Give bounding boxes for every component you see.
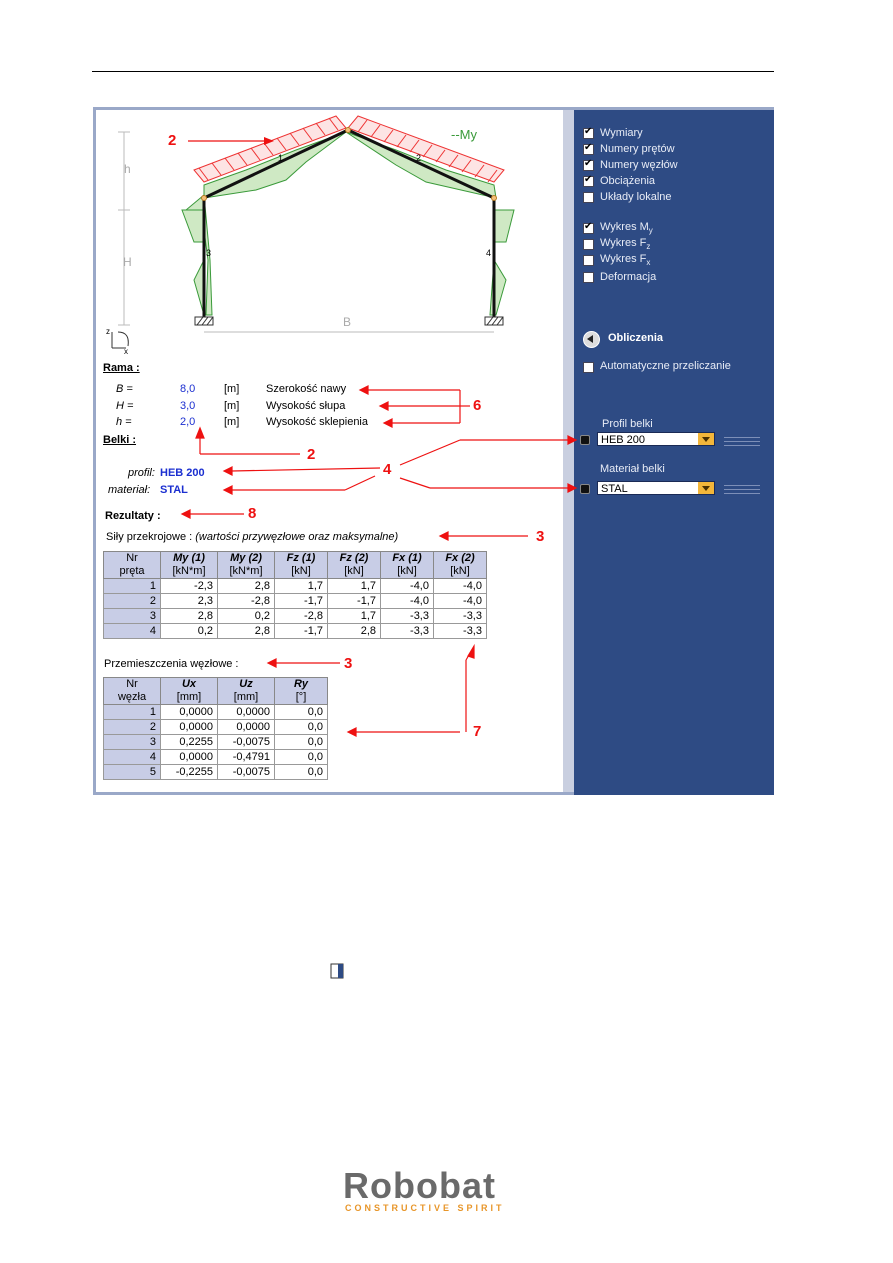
rama-symbol: B = [116, 383, 133, 395]
cell: -3,3 [381, 624, 434, 639]
axis-z-label: z [106, 327, 110, 336]
forces-header: Fx (1) [kN] [381, 552, 434, 579]
row-number: 3 [104, 735, 161, 750]
divider [724, 485, 760, 486]
cell: -3,3 [434, 609, 487, 624]
row-number: 4 [104, 750, 161, 765]
chart-option-label: Wykres $F_x$ [600, 253, 651, 268]
option-label: Numery węzłów [600, 159, 678, 171]
cell: 2,3 [161, 594, 218, 609]
cell: -4,0 [381, 594, 434, 609]
cell: 1,7 [328, 609, 381, 624]
rama-value-h[interactable]: 2,0 [180, 416, 196, 428]
callout-7: 7 [473, 723, 482, 740]
cell: -0,4791 [218, 750, 275, 765]
profil-value: HEB 200 [160, 467, 205, 479]
disp-title: Przemieszczenia węzłowe : [104, 658, 239, 670]
option-label: Układy lokalne [600, 191, 672, 203]
cell: 0,2 [218, 609, 275, 624]
checkbox-wykres-fx[interactable] [583, 255, 594, 266]
cell: 0,0 [275, 705, 328, 720]
checkbox-obciazenia[interactable] [583, 176, 594, 187]
callout-8: 8 [248, 505, 257, 522]
cell: 0,0000 [161, 720, 218, 735]
row-number: 5 [104, 765, 161, 780]
cell: -3,3 [381, 609, 434, 624]
divider [724, 489, 760, 490]
material-select[interactable] [597, 481, 715, 495]
forces-header: My (1) [kN*m] [161, 552, 218, 579]
material-bullet-icon [580, 484, 590, 494]
material-select-value: STAL [601, 483, 628, 495]
cell: 0,2 [161, 624, 218, 639]
forces-header: Fx (2) [kN] [434, 552, 487, 579]
cell: 1,7 [275, 579, 328, 594]
node-label: 1 [278, 153, 284, 163]
row-number: 3 [104, 609, 161, 624]
belki-heading: Belki : [103, 434, 137, 446]
cell: 0,0000 [161, 750, 218, 765]
disp-header: Ry [°] [275, 678, 328, 705]
cell: 0,0 [275, 750, 328, 765]
chart-option-label: Wykres $M_y$ [600, 221, 653, 236]
chart-option-label: Wykres $F_z$ [600, 237, 651, 252]
disp-header: Uz [mm] [218, 678, 275, 705]
row-number: 1 [104, 705, 161, 720]
rama-desc: Wysokość sklepienia [266, 416, 368, 428]
cell: 0,0000 [161, 705, 218, 720]
cell: 0,0000 [218, 705, 275, 720]
node-label: 2 [416, 153, 422, 163]
rama-symbol: H = [116, 400, 134, 412]
option-label: Numery prętów [600, 143, 675, 155]
row-number: 1 [104, 579, 161, 594]
node-label: 3 [206, 248, 212, 258]
callout-2-bottom: 2 [307, 446, 316, 463]
checkbox-uklady-lokalne[interactable] [583, 192, 594, 203]
cell: -4,0 [434, 579, 487, 594]
cell: -0,0075 [218, 735, 275, 750]
cell: 0,0 [275, 765, 328, 780]
divider [724, 437, 760, 438]
divider [724, 441, 760, 442]
option-label: Obciążenia [600, 175, 656, 187]
rama-unit: [m] [224, 416, 240, 428]
profil-label: profil: [128, 467, 155, 479]
cell: -2,3 [161, 579, 218, 594]
cell: 2,8 [218, 624, 275, 639]
chart-option-label: Deformacja [600, 271, 657, 283]
cell: 2,8 [161, 609, 218, 624]
cell: -0,2255 [161, 765, 218, 780]
checkbox-numery-wezlow[interactable] [583, 160, 594, 171]
material-dd-label: Materiał belki [600, 463, 665, 475]
cell: -1,7 [275, 624, 328, 639]
calc-button[interactable] [583, 331, 600, 348]
cell: -1,7 [328, 594, 381, 609]
logo-tagline: CONSTRUCTIVE SPIRIT [345, 1203, 505, 1213]
cell: 2,8 [328, 624, 381, 639]
axis-x-label: x [124, 347, 128, 356]
profile-select-value: HEB 200 [601, 434, 646, 446]
forces-title-text: Siły przekrojowe : [106, 531, 193, 543]
callout-4: 4 [383, 461, 392, 478]
callout-3-bottom: 3 [344, 655, 353, 672]
rama-value-H[interactable]: 3,0 [180, 400, 196, 412]
forces-header: Fz (2) [kN] [328, 552, 381, 579]
dim-H-label: H [123, 255, 132, 269]
rama-unit: [m] [224, 383, 240, 395]
profile-label: Profil belki [602, 418, 653, 430]
forces-header: Fz (1) [kN] [275, 552, 328, 579]
divider [724, 445, 760, 446]
material-label: materiał: [108, 484, 151, 496]
node-label: 4 [486, 248, 492, 258]
profile-bullet-icon [580, 435, 590, 445]
forces-note: (wartości przywęzłowe oraz maksymalne) [195, 531, 399, 543]
checkbox-deformacja[interactable] [583, 272, 594, 283]
cell: -3,3 [434, 624, 487, 639]
cell: -0,0075 [218, 765, 275, 780]
rama-value-B[interactable]: 8,0 [180, 383, 196, 395]
calc-label: Obliczenia [608, 332, 664, 344]
profile-select[interactable] [597, 432, 715, 446]
row-number: 4 [104, 624, 161, 639]
cell: -2,8 [275, 609, 328, 624]
arrow-left-icon [587, 335, 593, 343]
rama-desc: Wysokość słupa [266, 400, 346, 412]
cell: 2,8 [218, 579, 275, 594]
cell: 0,0000 [218, 720, 275, 735]
cell: -4,0 [381, 579, 434, 594]
legend-my: --My [451, 127, 477, 142]
callout-2-top: 2 [168, 132, 177, 149]
material-value: STAL [160, 484, 188, 496]
dim-h-label: h [124, 162, 131, 176]
cell: -1,7 [275, 594, 328, 609]
disp-header: Nr węzła [104, 678, 161, 705]
cell: -2,8 [218, 594, 275, 609]
callout-6: 6 [473, 397, 482, 414]
checkbox-auto-recalc[interactable] [583, 362, 594, 373]
chevron-down-icon[interactable] [698, 482, 714, 494]
checkbox-wykres-fz[interactable] [583, 239, 594, 250]
callout-3-top: 3 [536, 528, 545, 545]
cell: 0,0 [275, 720, 328, 735]
rama-heading: Rama : [103, 362, 140, 374]
rama-unit: [m] [224, 400, 240, 412]
cell: 0,2255 [161, 735, 218, 750]
cell: 1,7 [328, 579, 381, 594]
cell: 0,0 [275, 735, 328, 750]
disp-header: Ux [mm] [161, 678, 218, 705]
divider [724, 493, 760, 494]
rama-symbol: h = [116, 416, 132, 428]
row-number: 2 [104, 720, 161, 735]
forces-header: My (2) [kN*m] [218, 552, 275, 579]
checkbox-numery-pretow[interactable] [583, 144, 594, 155]
cell: -4,0 [434, 594, 487, 609]
results-heading: Rezultaty : [105, 510, 161, 522]
row-number: 2 [104, 594, 161, 609]
auto-recalc-label: Automatyczne przeliczanie [600, 360, 731, 372]
chevron-down-icon[interactable] [698, 433, 714, 445]
option-label: Wymiary [600, 127, 643, 139]
logo-wordmark: Robobat [343, 1165, 496, 1206]
forces-header: Nr pręta [104, 552, 161, 579]
dim-B-label: B [343, 315, 352, 329]
checkbox-wykres-my[interactable] [583, 223, 594, 234]
document-icon [330, 963, 344, 979]
rama-desc: Szerokość nawy [266, 383, 347, 395]
checkbox-wymiary[interactable] [583, 128, 594, 139]
